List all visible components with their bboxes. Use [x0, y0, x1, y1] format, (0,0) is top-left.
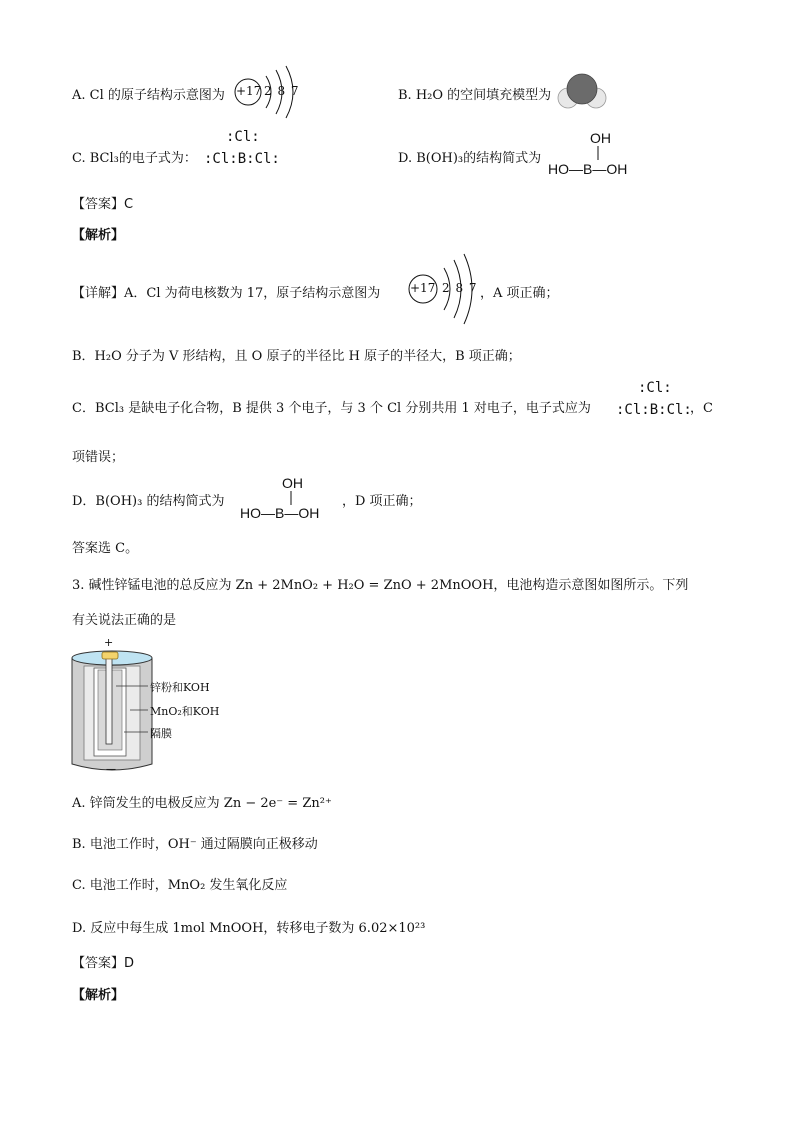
detail-a-pre: 【详解】A．Cl 为荷电核数为 17，原子结构示意图为: [72, 286, 381, 301]
detail-boh3-bond: [290, 491, 294, 505]
detail-c-post: ，C: [690, 401, 713, 416]
answer-q2: 【答案】C: [72, 197, 134, 212]
q3-stem-line2: 有关说法正确的是: [72, 613, 177, 628]
q3-option-c: C. 电池工作时，MnO₂ 发生氧化反应: [72, 878, 288, 893]
cl-atom-diagram-detail: [406, 254, 478, 324]
option-a-text: A. Cl 的原子结构示意图为: [72, 88, 225, 103]
detail-c-pre: C．BCl₃ 是缺电子化合物，B 提供 3 个电子，与 3 个 Cl 分别共用 1 对电子，电子式应为: [72, 401, 591, 416]
q3-option-a: A. 锌筒发生的电极反应为 Zn − 2e⁻ = Zn²⁺: [72, 796, 332, 811]
battery-diagram: [66, 636, 236, 778]
nucleus-label: +17: [236, 84, 262, 98]
choose-answer: 答案选 C。: [72, 541, 139, 556]
h2o-model-svg: [556, 72, 608, 112]
q3-option-b: B. 电池工作时，OH⁻ 通过隔膜向正极移动: [72, 837, 318, 852]
answer-q3: 【答案】D: [72, 956, 135, 971]
analysis-q2: 【解析】: [72, 228, 125, 243]
detail-c-line2: 项错误；: [72, 450, 125, 465]
shell-electrons-detail: 2 8 7: [442, 281, 478, 295]
plus-terminal: +: [104, 636, 114, 649]
detail-d-pre: D．B(OH)₃ 的结构简式为: [72, 494, 225, 509]
bcl3-correct-lewis-top: :Cl:: [638, 380, 672, 396]
detail-b: B．H₂O 分子为 V 形结构，且 O 原子的半径比 H 原子的半径大，B 项正确；: [72, 349, 521, 364]
boh3-bond-vertical: [597, 146, 601, 160]
analysis-q3: 【解析】: [72, 988, 125, 1003]
bcl3-lewis-row: :Cl:B:Cl:: [204, 151, 280, 167]
q3-option-d: D. 反应中每生成 1mol MnOOH，转移电子数为 6.02×10²³: [72, 921, 426, 936]
minus-terminal: —: [106, 764, 116, 775]
q3-stem-line1: 3. 碱性锌锰电池的总反应为 Zn + 2MnO₂ + H₂O = ZnO + 2MnOOH，电池构造示意图如图所示。下列: [72, 578, 689, 593]
boh3-row: HO—B—OH: [548, 161, 628, 177]
label-zinc-powder: 锌粉和KOH: [150, 681, 210, 694]
detail-a-post: ，A 项正确；: [480, 286, 559, 301]
detail-boh3-row: HO—B—OH: [240, 505, 320, 521]
h2o-space-filling-model: [556, 72, 608, 112]
option-c-text: C. BCl₃的电子式为：: [72, 151, 197, 166]
boh3-oh-top: OH: [590, 130, 611, 146]
option-d-text: D. B(OH)₃的结构简式为: [398, 151, 542, 166]
bcl3-lewis-top: :Cl:: [226, 129, 260, 145]
detail-d-post: ，D 项正确；: [342, 494, 422, 509]
shell-electrons: 2 8 7: [264, 84, 300, 98]
bcl3-correct-lewis-row: :Cl:B:Cl:: [616, 402, 692, 418]
option-b-text: B. H₂O 的空间填充模型为: [398, 88, 552, 103]
cl-atom-diagram-a: [232, 64, 302, 114]
detail-boh3-oh-top: OH: [282, 475, 303, 491]
label-separator: 隔膜: [150, 727, 172, 740]
label-mno2: MnO₂和KOH: [150, 705, 220, 718]
nucleus-label-detail: +17: [410, 281, 436, 295]
